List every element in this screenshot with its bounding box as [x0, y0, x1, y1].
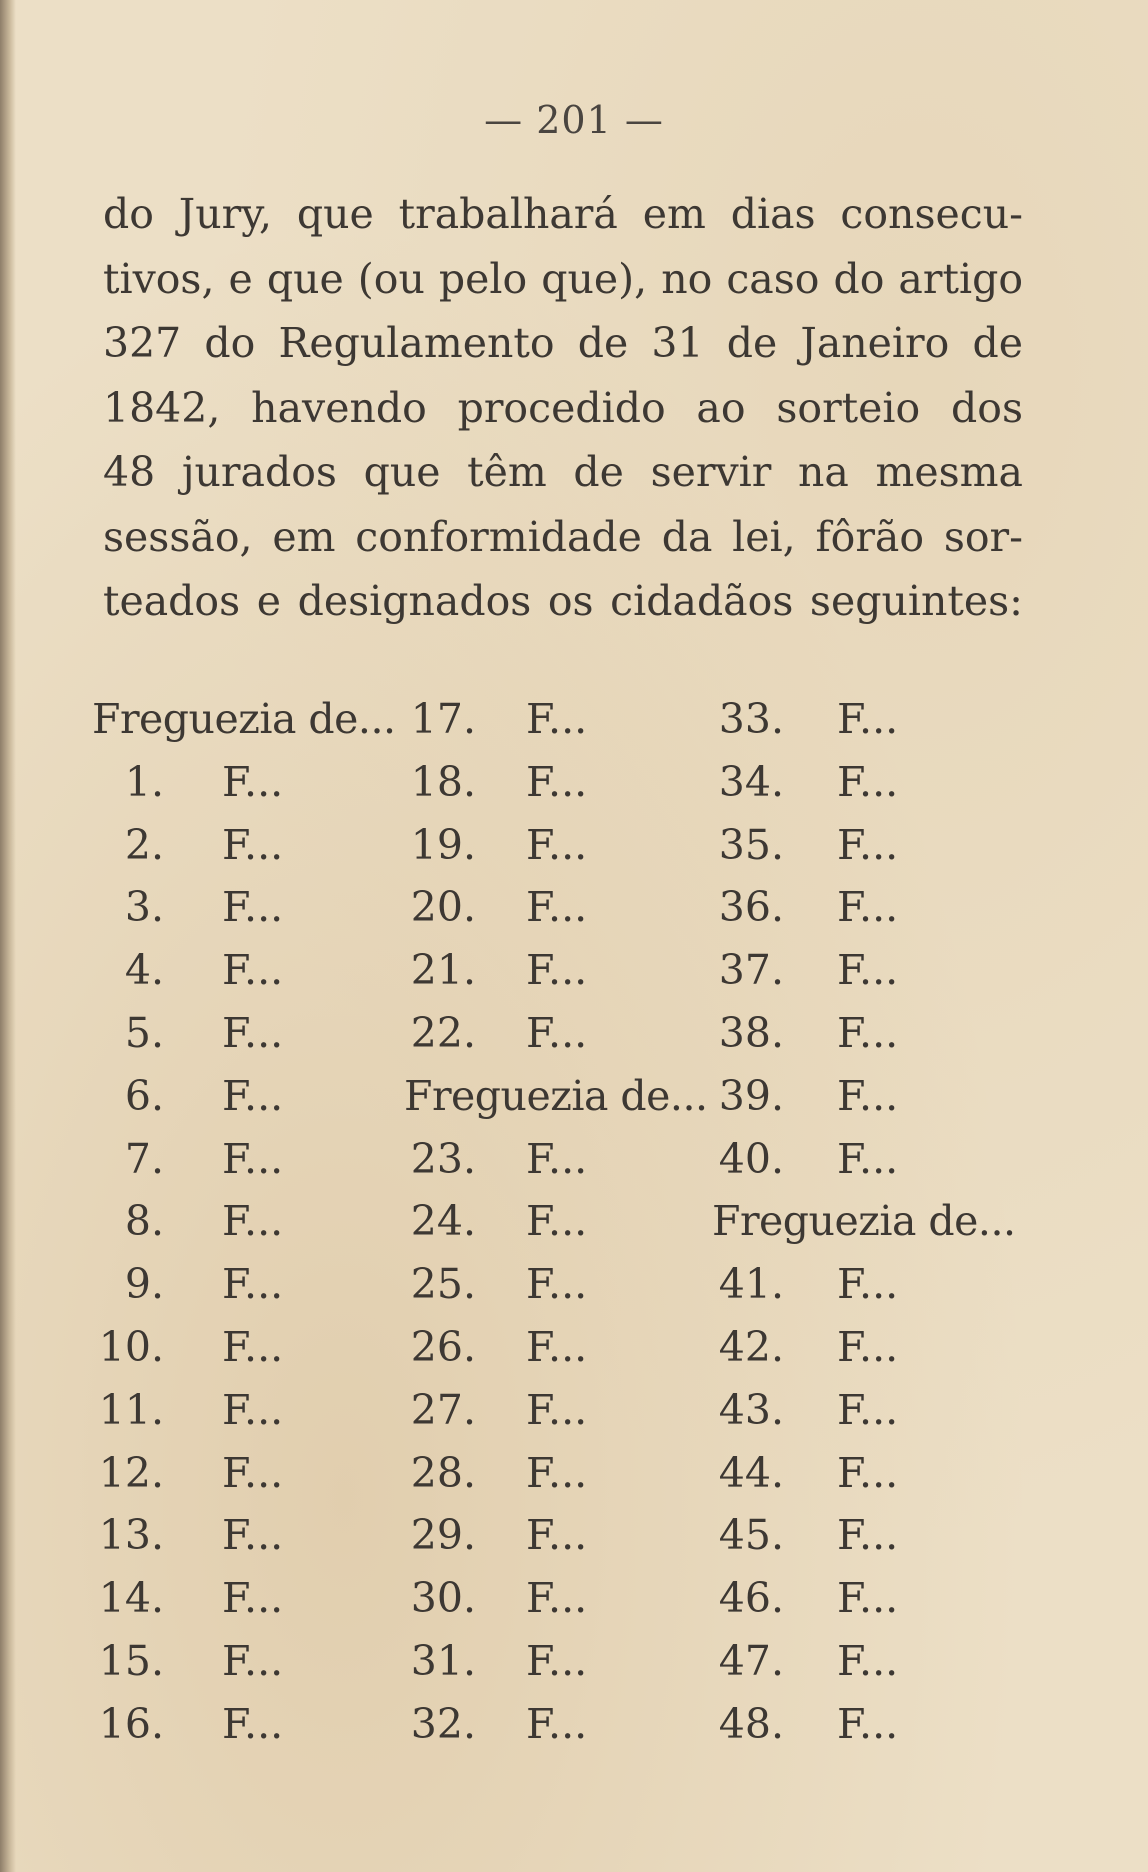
juror-list-item	[92, 1190, 396, 1253]
juror-list-item	[712, 1128, 1016, 1191]
juror-name: F...	[222, 1448, 284, 1497]
juror-list-item	[92, 876, 396, 939]
juror-name: F...	[526, 820, 588, 869]
juror-name: F...	[526, 1197, 588, 1246]
juror-list-item	[712, 1065, 1016, 1128]
paragraph-line: 327 do Regulamento de 31 de Janeiro de	[103, 319, 1023, 367]
juror-list-item	[404, 1630, 708, 1693]
juror-name: F...	[222, 1071, 284, 1120]
juror-name: F...	[222, 1008, 284, 1057]
paragraph-line: teados e designados os cidadãos seguintes:	[103, 577, 1023, 625]
juror-number: 34.	[718, 757, 784, 806]
juror-name: F...	[526, 946, 588, 995]
juror-list-column-3	[712, 688, 1016, 1756]
juror-number: 21.	[410, 946, 476, 995]
juror-name: F...	[526, 695, 588, 743]
juror-number: 30.	[410, 1574, 476, 1623]
juror-list-item	[712, 1693, 1016, 1756]
book-spine-shadow	[0, 0, 16, 1872]
juror-list-item	[404, 1128, 708, 1191]
juror-number: 38.	[718, 1008, 784, 1057]
juror-list-item	[92, 1693, 396, 1756]
juror-list-item	[712, 688, 1016, 751]
juror-number: 4.	[124, 946, 164, 995]
juror-number: 36.	[718, 883, 784, 932]
juror-number: 18.	[410, 757, 476, 806]
juror-number: 40.	[718, 1134, 784, 1183]
page-number: — 201 —	[484, 98, 664, 142]
juror-name: F...	[837, 1636, 899, 1685]
juror-list-item	[712, 1253, 1016, 1316]
juror-name: F...	[837, 1699, 899, 1748]
juror-name: F...	[526, 1322, 588, 1371]
juror-name: F...	[837, 820, 899, 869]
juror-name: F...	[837, 1574, 899, 1623]
juror-name: F...	[222, 883, 284, 932]
juror-list-item	[712, 814, 1016, 877]
juror-number: 46.	[718, 1574, 784, 1623]
juror-list-item	[712, 1504, 1016, 1567]
juror-name: F...	[526, 757, 588, 806]
juror-list-item	[92, 1065, 396, 1128]
juror-number: 14.	[98, 1574, 164, 1623]
juror-number: 20.	[410, 883, 476, 932]
juror-number: 26.	[410, 1322, 476, 1371]
juror-list-column-2	[404, 688, 708, 1756]
juror-list-item	[92, 1567, 396, 1630]
juror-number: 42.	[718, 1322, 784, 1371]
juror-name: F...	[526, 1385, 588, 1434]
juror-name: F...	[222, 1511, 284, 1560]
juror-name: F...	[837, 1385, 899, 1434]
juror-name: F...	[837, 1134, 899, 1183]
juror-number: 33.	[718, 695, 784, 743]
juror-list-item	[404, 1190, 708, 1253]
juror-name: F...	[222, 1699, 284, 1748]
juror-list-item	[404, 1693, 708, 1756]
juror-number: 8.	[124, 1197, 164, 1246]
juror-list-item	[92, 1128, 396, 1191]
juror-list-item	[404, 751, 708, 814]
juror-number: 31.	[410, 1636, 476, 1685]
juror-list-item	[404, 1316, 708, 1379]
juror-list-item	[92, 1442, 396, 1505]
juror-name: F...	[837, 1448, 899, 1497]
juror-number: 44.	[718, 1448, 784, 1497]
juror-name: F...	[222, 1197, 284, 1246]
juror-name: F...	[526, 1260, 588, 1309]
body-paragraph	[103, 182, 1023, 634]
juror-list-item	[92, 1316, 396, 1379]
juror-number: 12.	[98, 1448, 164, 1497]
juror-name: F...	[526, 1699, 588, 1748]
juror-number: 9.	[124, 1260, 164, 1309]
paragraph-line: sessão, em conformidade da lei, fôrão sor-	[103, 512, 1023, 561]
juror-list-item	[92, 1253, 396, 1316]
juror-name: F...	[222, 1322, 284, 1371]
juror-number: 7.	[124, 1134, 164, 1183]
juror-number: 2.	[124, 820, 164, 869]
juror-number: 17.	[410, 695, 476, 743]
juror-number: 27.	[410, 1385, 476, 1434]
juror-name: F...	[222, 820, 284, 869]
juror-list-item	[404, 1379, 708, 1442]
juror-name: F...	[837, 1071, 899, 1120]
parish-heading: Freguezia de...	[404, 1071, 708, 1120]
juror-list-item	[712, 876, 1016, 939]
juror-number: 39.	[718, 1071, 784, 1120]
juror-name: F...	[222, 757, 284, 806]
juror-name: F...	[222, 1385, 284, 1434]
paragraph-line: tivos, e que (ou pelo que), no caso do artigo	[103, 254, 1023, 303]
juror-list-item	[404, 1002, 708, 1065]
juror-number: 22.	[410, 1008, 476, 1057]
juror-list-item	[404, 876, 708, 939]
juror-name: F...	[526, 1574, 588, 1623]
juror-list-item	[92, 814, 396, 877]
juror-list-item	[712, 1316, 1016, 1379]
juror-name: F...	[222, 1636, 284, 1685]
parish-heading: Freguezia de...	[92, 695, 396, 743]
juror-list-item	[712, 1379, 1016, 1442]
juror-number: 43.	[718, 1385, 784, 1434]
juror-name: F...	[837, 883, 899, 932]
juror-list-item	[92, 751, 396, 814]
parish-heading: Freguezia de...	[712, 1197, 1016, 1246]
juror-list-item	[404, 814, 708, 877]
juror-list-item	[712, 1442, 1016, 1505]
juror-list-item	[712, 1567, 1016, 1630]
juror-number: 3.	[124, 883, 164, 932]
juror-number: 28.	[410, 1448, 476, 1497]
paragraph-line: 48 jurados que têm de servir na mesma	[103, 448, 1023, 496]
juror-name: F...	[837, 946, 899, 995]
juror-name: F...	[222, 1574, 284, 1623]
juror-number: 48.	[718, 1699, 784, 1748]
paragraph-line: 1842, havendo procedido ao sorteio dos	[103, 383, 1023, 432]
paragraph-line: do Jury, que trabalhará em dias consecu-	[103, 190, 1023, 238]
juror-list-item	[712, 939, 1016, 1002]
juror-name: F...	[526, 1448, 588, 1497]
juror-list-item	[404, 939, 708, 1002]
juror-number: 37.	[718, 946, 784, 995]
juror-list-item	[404, 1504, 708, 1567]
juror-list-item	[92, 1630, 396, 1693]
juror-name: F...	[526, 1511, 588, 1560]
juror-name: F...	[222, 1134, 284, 1183]
juror-number: 41.	[718, 1260, 784, 1309]
juror-name: F...	[837, 1511, 899, 1560]
juror-number: 47.	[718, 1636, 784, 1685]
juror-name: F...	[837, 1260, 899, 1309]
juror-list-item	[404, 1253, 708, 1316]
juror-number: 10.	[98, 1322, 164, 1371]
juror-name: F...	[837, 757, 899, 806]
juror-number: 25.	[410, 1260, 476, 1309]
juror-number: 11.	[98, 1385, 164, 1434]
juror-list-item	[404, 688, 708, 751]
juror-name: F...	[837, 1322, 899, 1371]
juror-number: 6.	[124, 1071, 164, 1120]
juror-name: F...	[526, 1008, 588, 1057]
juror-number: 35.	[718, 820, 784, 869]
juror-number: 1.	[124, 757, 164, 806]
juror-number: 24.	[410, 1197, 476, 1246]
juror-number: 5.	[124, 1008, 164, 1057]
juror-list-item	[92, 1002, 396, 1065]
juror-name: F...	[222, 946, 284, 995]
juror-name: F...	[526, 883, 588, 932]
juror-list-item	[92, 939, 396, 1002]
juror-list-item	[712, 751, 1016, 814]
juror-list-item	[404, 1567, 708, 1630]
juror-number: 19.	[410, 820, 476, 869]
juror-name: F...	[526, 1636, 588, 1685]
juror-number: 32.	[410, 1699, 476, 1748]
juror-list-column-1	[92, 688, 396, 1756]
juror-number: 29.	[410, 1511, 476, 1560]
juror-list-item	[712, 1630, 1016, 1693]
juror-number: 23.	[410, 1134, 476, 1183]
juror-name: F...	[526, 1134, 588, 1183]
juror-name: F...	[837, 695, 899, 743]
juror-list-item	[404, 1442, 708, 1505]
juror-number: 45.	[718, 1511, 784, 1560]
juror-list-item	[92, 1379, 396, 1442]
juror-number: 16.	[98, 1699, 164, 1748]
juror-name: F...	[222, 1260, 284, 1309]
juror-name: F...	[837, 1008, 899, 1057]
juror-list-item	[92, 1504, 396, 1567]
juror-number: 15.	[98, 1636, 164, 1685]
juror-number: 13.	[98, 1511, 164, 1560]
juror-list-item	[712, 1002, 1016, 1065]
